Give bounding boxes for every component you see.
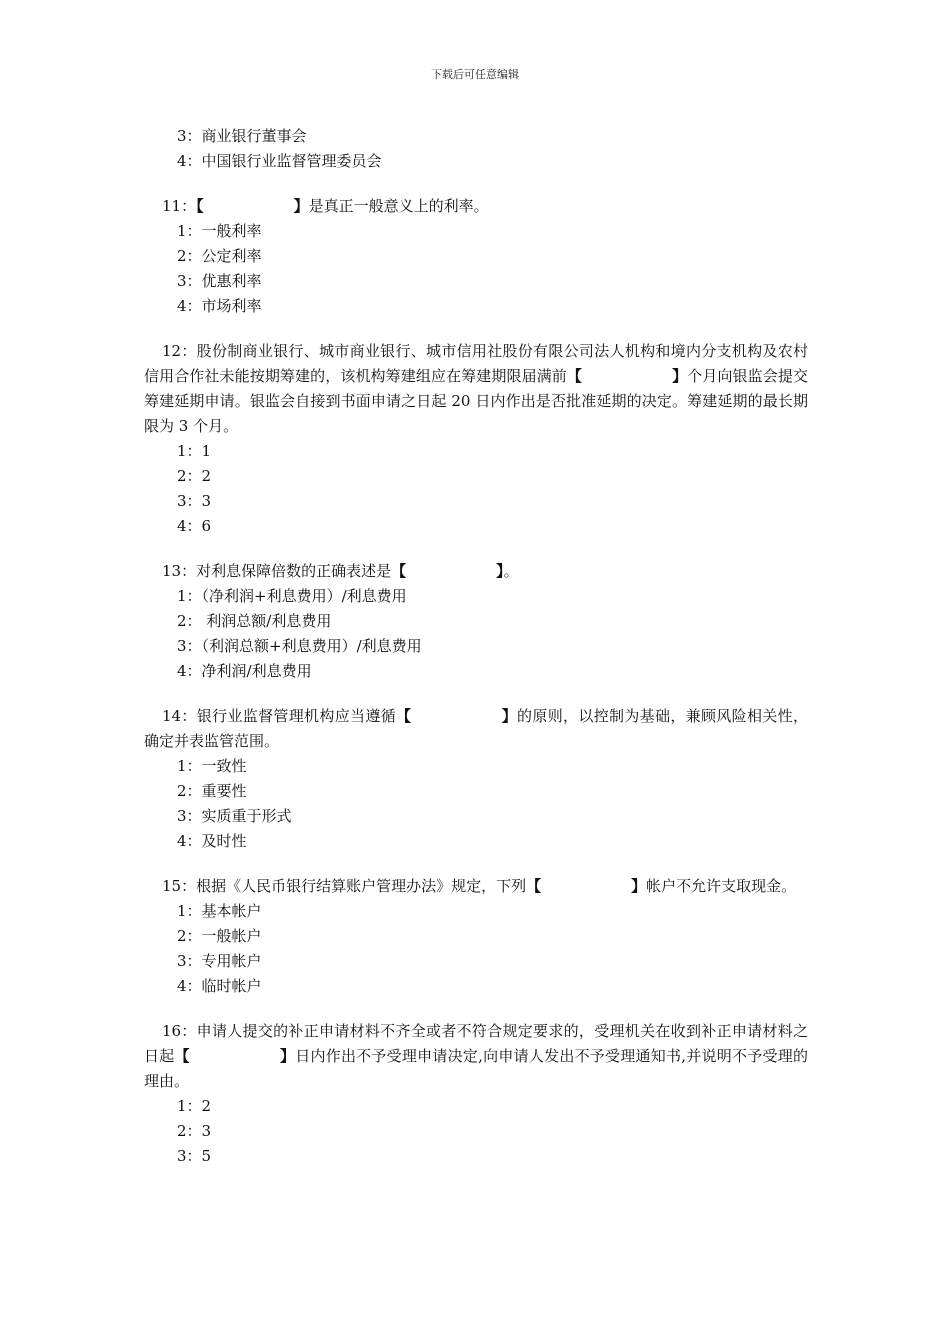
- option-item: 2：重要性: [177, 782, 247, 800]
- question-number: 15：: [162, 877, 197, 895]
- option-item: 1：基本帐户: [177, 902, 262, 920]
- continuation-options: [144, 124, 808, 174]
- question-15: [144, 874, 808, 999]
- option-item: 2：公定利率: [177, 247, 262, 265]
- option-item: 3：5: [177, 1147, 212, 1165]
- option-item: 3：（利润总额+利息费用）/利息费用: [177, 637, 422, 655]
- question-11: [144, 194, 808, 319]
- option-item: 3：专用帐户: [177, 952, 262, 970]
- option-item: 1：一致性: [177, 757, 247, 775]
- blank-close-bracket: 】: [501, 707, 518, 725]
- option-item: 4：中国银行业监督管理委员会: [177, 152, 382, 170]
- option-item: 1：（净利润+利息费用）/利息费用: [177, 587, 407, 605]
- document-body: [144, 124, 808, 1169]
- question-number: 16：: [162, 1022, 197, 1040]
- option-item: 4：及时性: [177, 832, 247, 850]
- option-item: 4：6: [177, 517, 212, 535]
- question-text: 14：银行业监督管理机构应当遵循【 】的原则，以控制为基础，兼顾风险相关性，确定并表监管范围。: [144, 707, 808, 750]
- question-16: [144, 1019, 808, 1169]
- option-item: 3：优惠利率: [177, 272, 262, 290]
- option-item: 4：临时帐户: [177, 977, 262, 995]
- option-item: 3：商业银行董事会: [177, 127, 307, 145]
- option-item: 4：净利润/利息费用: [177, 662, 312, 680]
- blank-close-bracket: 】: [496, 562, 504, 580]
- question-text: 15：根据《人民币银行结算账户管理办法》规定，下列【 】帐户不允许支取现金。: [162, 877, 797, 895]
- question-13: [144, 559, 808, 684]
- option-item: 2：3: [177, 1122, 212, 1140]
- blank-open-bracket: 【: [566, 367, 583, 385]
- option-item: 1：一般利率: [177, 222, 262, 240]
- question-number: 14：: [162, 707, 197, 725]
- option-item: 2：一般帐户: [177, 927, 262, 945]
- option-item: 1：2: [177, 1097, 212, 1115]
- blank-close-bracket: 】: [279, 1047, 296, 1065]
- blank-open-bracket: 【: [391, 562, 407, 580]
- question-14: [144, 704, 808, 854]
- option-item: 2：2: [177, 467, 212, 485]
- option-item: 3：3: [177, 492, 212, 510]
- question-number: 12：: [162, 342, 197, 360]
- blank-open-bracket: 【: [396, 707, 412, 725]
- option-item: 4：市场利率: [177, 297, 262, 315]
- option-item: 2： 利润总额/利息费用: [177, 612, 332, 630]
- question-number: 13：: [162, 562, 197, 580]
- question-12: [144, 339, 808, 539]
- question-text: 12：股份制商业银行、城市商业银行、城市信用社股份有限公司法人机构和境内分支机构及农村信用合作社未能按期筹建的，该机构筹建组应在筹建期限届满前【 】个月向银监会提交筹建延期申请。银监会自接到书面申请之日起 20 日内作出是否批准延期的决定。筹建延期的最长期限为 3 个月。: [144, 342, 808, 435]
- option-item: 1：1: [177, 442, 212, 460]
- question-number: 11：: [162, 197, 197, 215]
- blank-open-bracket: 【: [174, 1047, 190, 1065]
- blank-open-bracket: 【: [196, 197, 204, 215]
- page-header: 下载后可任意编辑: [431, 68, 519, 81]
- blank-close-bracket: 】: [293, 197, 309, 215]
- question-text: 11：【 】是真正一般意义上的利率。: [162, 197, 489, 215]
- blank-close-bracket: 】: [631, 877, 647, 895]
- blank-open-bracket: 【: [526, 877, 542, 895]
- question-text: 16：申请人提交的补正申请材料不齐全或者不符合规定要求的，受理机关在收到补正申请材料之日起【 】日内作出不予受理申请决定,向申请人发出不予受理通知书,并说明不予受理的理由。: [144, 1022, 808, 1090]
- question-text: 13：对利息保障倍数的正确表述是【 】。: [162, 562, 519, 580]
- option-item: 3：实质重于形式: [177, 807, 292, 825]
- blank-close-bracket: 】: [672, 367, 688, 385]
